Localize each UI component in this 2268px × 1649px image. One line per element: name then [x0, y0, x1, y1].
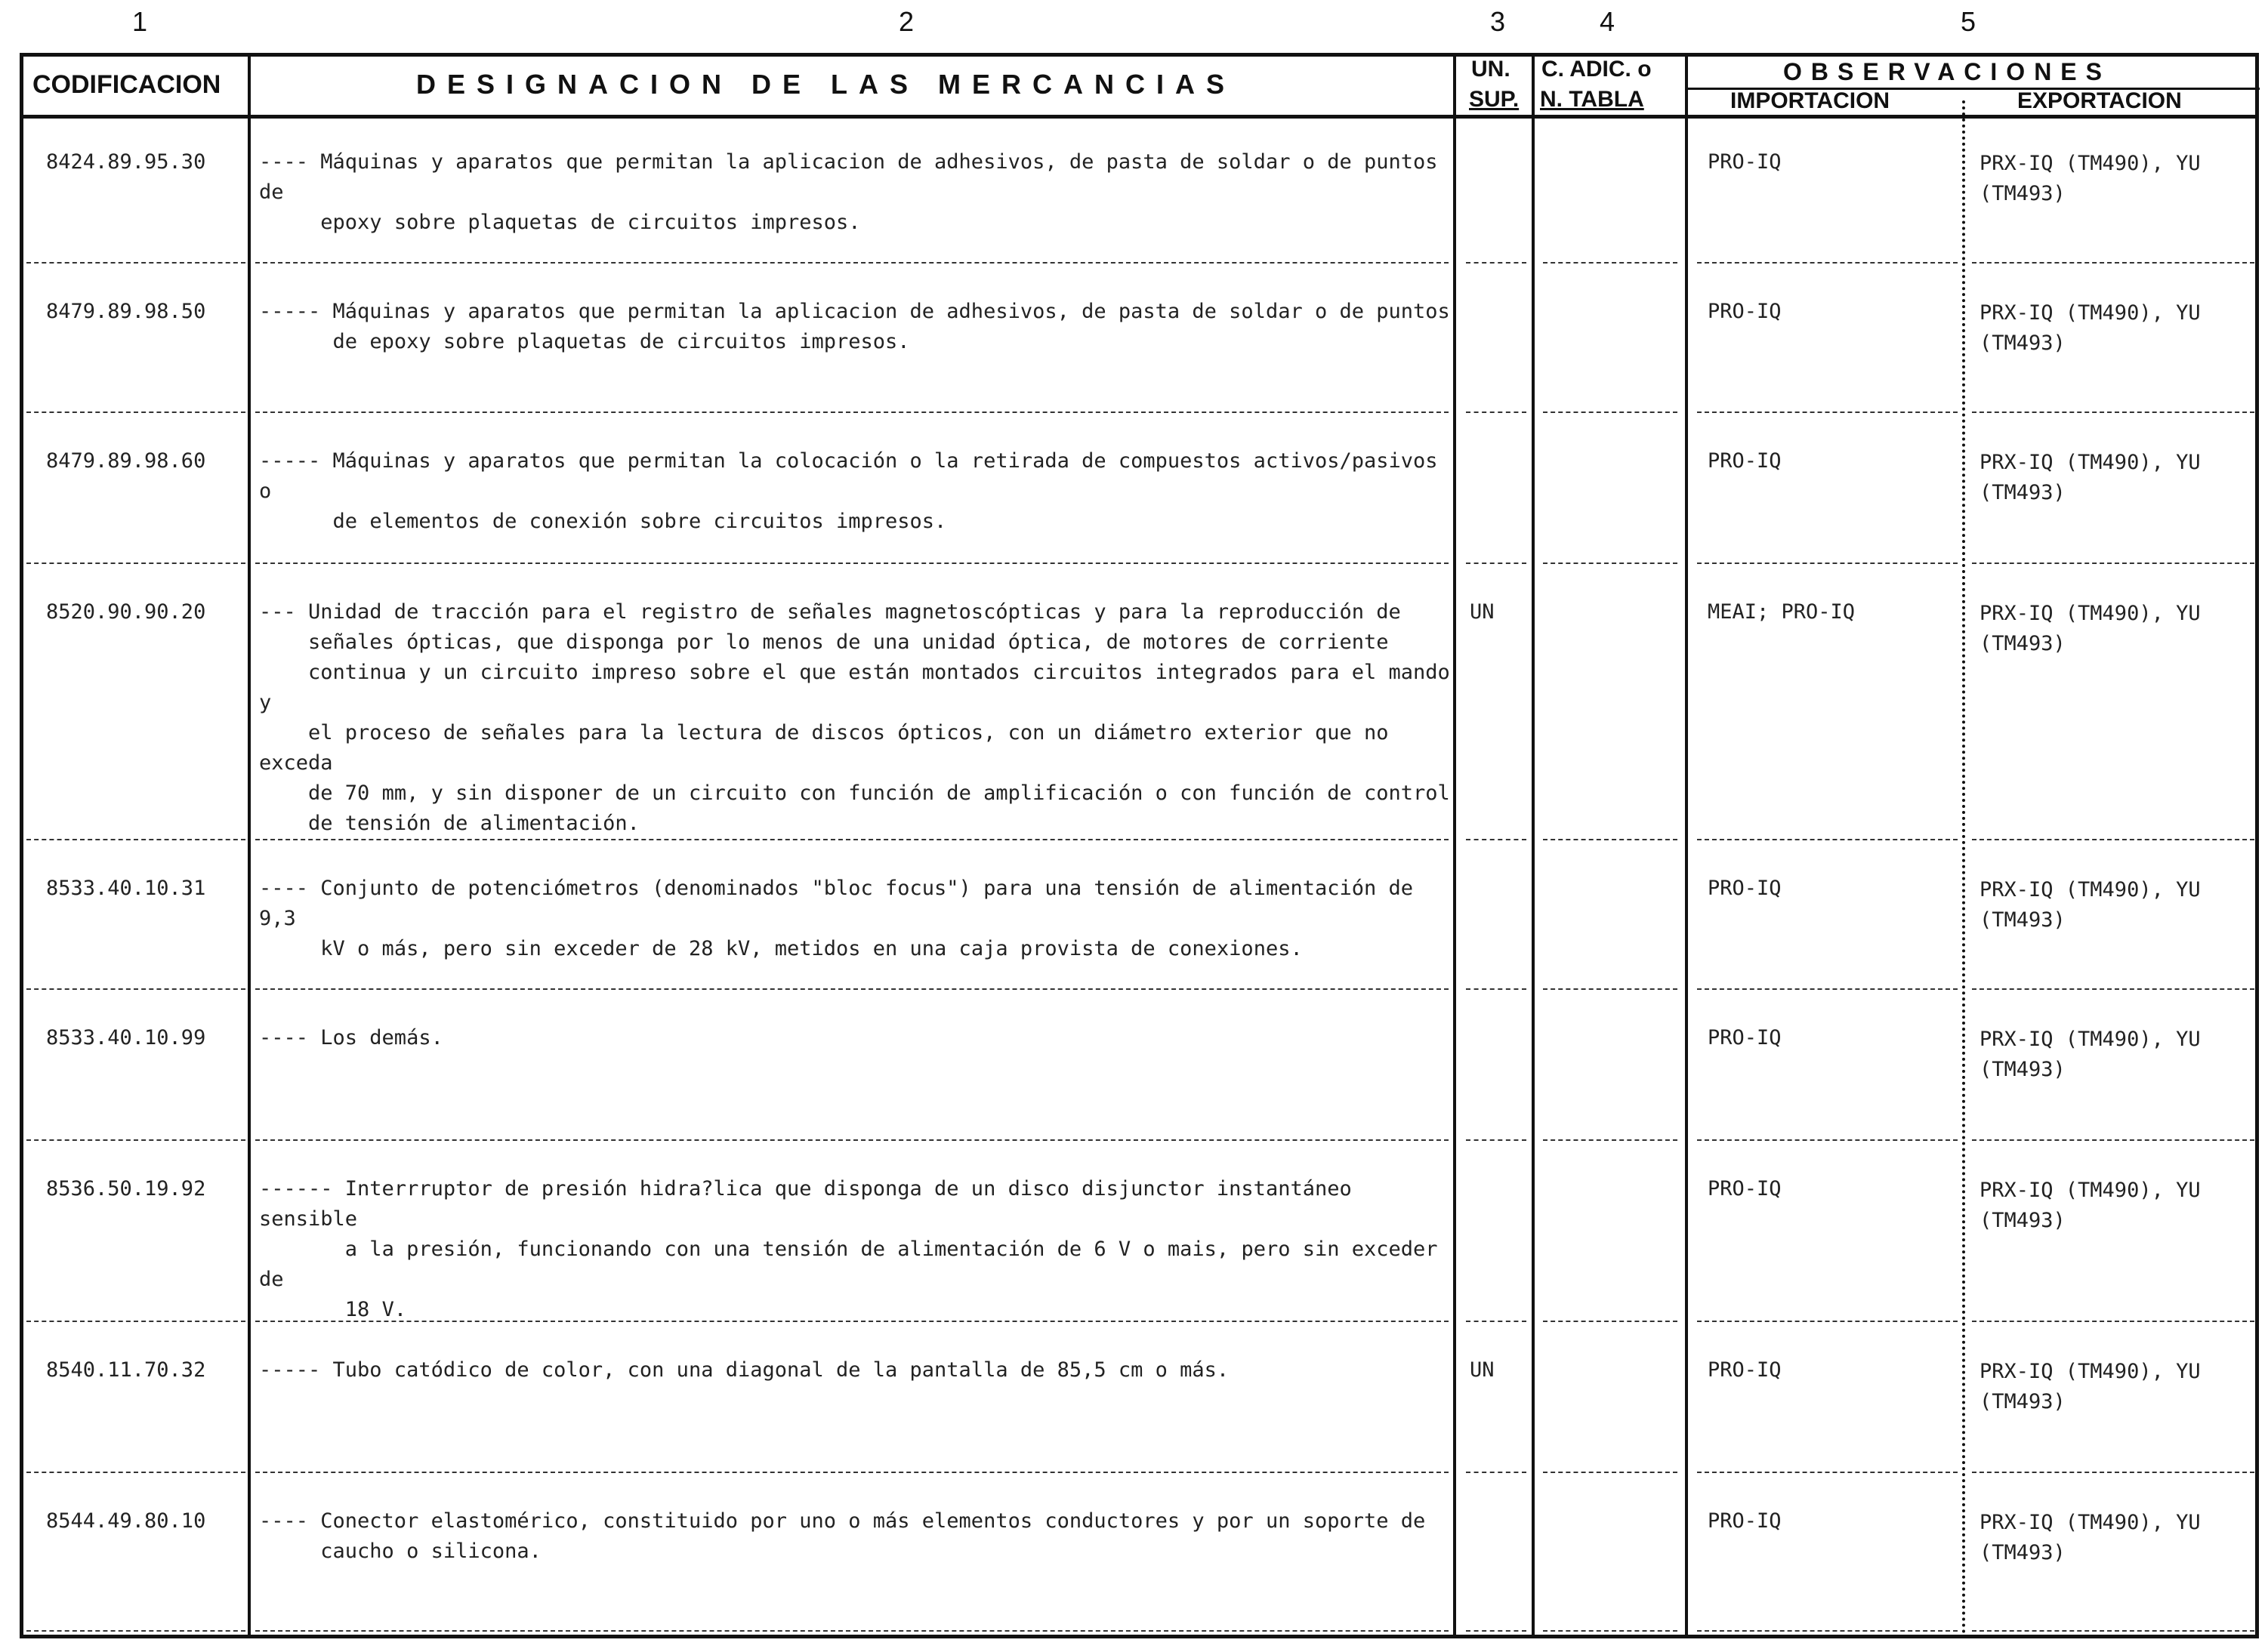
table-row [23, 845, 2255, 994]
row-separator [1466, 563, 1526, 564]
row-separator [1697, 1139, 1958, 1141]
row-separator [1466, 411, 1526, 413]
row-separator [1543, 411, 1677, 413]
row-designation: --- Unidad de tracción para el registro de señales magnetoscópticas y para la reproducción de señales ópticas, que disponga por lo menos de una unidad óptica, de motores de corriente continua y un circuito impreso sobre el que están montados circuitos integrados para el mando y el proceso de señales para la lectura de discos ópticos, con un diámetro exterior que no exceda de 70 mm, y sin disponer de un circuito con función de amplificación o con función de control de tensión de alimentación. [259, 600, 1450, 835]
row-separator [255, 1472, 1449, 1473]
row-separator [1466, 1472, 1526, 1473]
row-exportacion: PRX-IQ (TM490), YU (TM493) [1979, 1360, 2201, 1413]
row-separator [26, 262, 245, 264]
row-importacion: MEAI; PRO-IQ [1708, 600, 1856, 624]
row-separator [1972, 262, 2254, 264]
row-separator [255, 988, 1449, 990]
header-exportacion: EXPORTACION [2017, 88, 2182, 113]
row-designation: ---- Los demás. [259, 1026, 443, 1050]
row-separator [255, 411, 1449, 413]
table-header [23, 57, 2255, 119]
row-code: 8540.11.70.32 [46, 1358, 206, 1382]
row-separator [1466, 1139, 1526, 1141]
row-designation: ---- Máquinas y aparatos que permitan la aplicacion de adhesivos, de pasta de soldar o de puntos de epoxy sobre plaquetas de circuitos impresos. [259, 150, 1438, 234]
header-designacion: DESIGNACION DE LAS MERCANCIAS [416, 69, 1236, 100]
table-row [23, 994, 2255, 1145]
row-separator [255, 1630, 1449, 1632]
tariff-table [20, 53, 2259, 1638]
row-code: 8479.89.98.60 [46, 449, 206, 473]
row-separator [1697, 839, 1958, 840]
row-code: 8424.89.95.30 [46, 150, 206, 174]
row-separator [1697, 563, 1958, 564]
row-importacion: PRO-IQ [1708, 1026, 1782, 1050]
row-exportacion: PRX-IQ (TM490), YU (TM493) [1979, 152, 2201, 205]
row-separator [1972, 1472, 2254, 1473]
row-designation: ---- Conector elastomérico, constituido por uno o más elementos conductores y por un soporte de caucho o silicona. [259, 1509, 1426, 1563]
row-exportacion: PRX-IQ (TM490), YU (TM493) [1979, 602, 2201, 655]
column-number-3: 3 [1489, 6, 1506, 37]
row-separator [1972, 1630, 2254, 1632]
header-importacion: IMPORTACION [1730, 88, 1890, 113]
column-number-strip [0, 0, 2268, 53]
row-importacion: PRO-IQ [1708, 877, 1782, 900]
row-separator [1697, 411, 1958, 413]
row-importacion: PRO-IQ [1708, 1509, 1782, 1533]
row-separator [255, 1321, 1449, 1322]
row-code: 8536.50.19.92 [46, 1177, 206, 1201]
row-separator [1543, 563, 1677, 564]
row-separator [1543, 1321, 1677, 1322]
row-separator [255, 563, 1449, 564]
row-importacion: PRO-IQ [1708, 449, 1782, 473]
row-exportacion: PRX-IQ (TM490), YU (TM493) [1979, 301, 2201, 355]
table-row [23, 1327, 2255, 1478]
row-importacion: PRO-IQ [1708, 150, 1782, 174]
row-separator [1543, 1472, 1677, 1473]
row-separator [1543, 262, 1677, 264]
table-row [23, 569, 2255, 845]
row-separator [1543, 988, 1677, 990]
row-designation: ------ Interrruptor de presión hidra?lica que disponga de un disco disjunctor instantáneo sensible a la presión, funcionando con una tensión de alimentación de 6 V o mais, pero sin exceder de 18 V. [259, 1177, 1438, 1321]
row-separator [26, 1472, 245, 1473]
table-row [23, 119, 2255, 268]
row-separator [1697, 1630, 1958, 1632]
row-separator [26, 839, 245, 840]
row-separator [255, 839, 1449, 840]
row-separator [1697, 262, 1958, 264]
row-exportacion: PRX-IQ (TM490), YU (TM493) [1979, 1179, 2201, 1232]
row-separator [1972, 988, 2254, 990]
column-number-2: 2 [898, 6, 915, 37]
column-number-5: 5 [1960, 6, 1976, 37]
header-c-adic-2: N. TABLA [1540, 87, 1644, 112]
row-separator [1466, 262, 1526, 264]
table-row [23, 418, 2255, 569]
row-un-sup: UN [1470, 1358, 1495, 1382]
row-separator [1972, 1321, 2254, 1322]
row-importacion: PRO-IQ [1708, 1358, 1782, 1382]
row-code: 8520.90.90.20 [46, 600, 206, 624]
table-row [23, 268, 2255, 418]
row-separator [26, 988, 245, 990]
row-separator [1972, 839, 2254, 840]
header-observaciones: OBSERVACIONES [1783, 58, 2111, 85]
row-code: 8544.49.80.10 [46, 1509, 206, 1533]
row-designation: ---- Conjunto de potenciómetros (denominados "bloc focus") para una tensión de alimentación de 9,3 kV o más, pero sin exceder de 28 kV, metidos en una caja provista de conexiones. [259, 877, 1414, 960]
table-row [23, 1478, 2255, 1636]
row-designation: ----- Tubo catódico de color, con una diagonal de la pantalla de 85,5 cm o más. [259, 1358, 1230, 1382]
row-un-sup: UN [1470, 600, 1495, 624]
header-un-sup-2: SUP. [1469, 87, 1520, 112]
row-separator [26, 1139, 245, 1141]
row-designation: ----- Máquinas y aparatos que permitan la aplicacion de adhesivos, de pasta de soldar o de puntos de epoxy sobre plaquetas de circuitos impresos. [259, 300, 1450, 353]
column-number-1: 1 [131, 6, 148, 37]
row-separator [255, 262, 1449, 264]
header-un-sup-1: UN. [1471, 57, 1510, 82]
row-separator [26, 411, 245, 413]
header-c-adic-1: C. ADIC. o [1541, 57, 1652, 82]
row-code: 8533.40.10.99 [46, 1026, 206, 1050]
row-separator [1543, 1630, 1677, 1632]
row-separator [1697, 988, 1958, 990]
row-separator [1972, 1139, 2254, 1141]
row-exportacion: PRX-IQ (TM490), YU (TM493) [1979, 451, 2201, 504]
row-separator [1466, 839, 1526, 840]
header-codificacion: CODIFICACION [32, 70, 221, 99]
row-separator [255, 1139, 1449, 1141]
column-number-4: 4 [1599, 6, 1615, 37]
row-importacion: PRO-IQ [1708, 1177, 1782, 1201]
row-designation: ----- Máquinas y aparatos que permitan la colocación o la retirada de compuestos activos/pasivos o de elementos de conexión sobre circuitos impresos. [259, 449, 1438, 533]
row-importacion: PRO-IQ [1708, 300, 1782, 323]
row-separator [26, 1321, 245, 1322]
table-row [23, 1145, 2255, 1327]
row-separator [1697, 1472, 1958, 1473]
row-exportacion: PRX-IQ (TM490), YU (TM493) [1979, 878, 2201, 932]
row-separator [1543, 839, 1677, 840]
row-separator [1697, 1321, 1958, 1322]
row-separator [1972, 563, 2254, 564]
row-exportacion: PRX-IQ (TM490), YU (TM493) [1979, 1028, 2201, 1081]
row-separator [26, 1630, 245, 1632]
row-separator [1466, 988, 1526, 990]
row-separator [26, 563, 245, 564]
row-code: 8533.40.10.31 [46, 877, 206, 900]
row-separator [1466, 1321, 1526, 1322]
row-separator [1543, 1139, 1677, 1141]
row-exportacion: PRX-IQ (TM490), YU (TM493) [1979, 1511, 2201, 1564]
row-code: 8479.89.98.50 [46, 300, 206, 323]
row-separator [1972, 411, 2254, 413]
row-separator [1466, 1630, 1526, 1632]
